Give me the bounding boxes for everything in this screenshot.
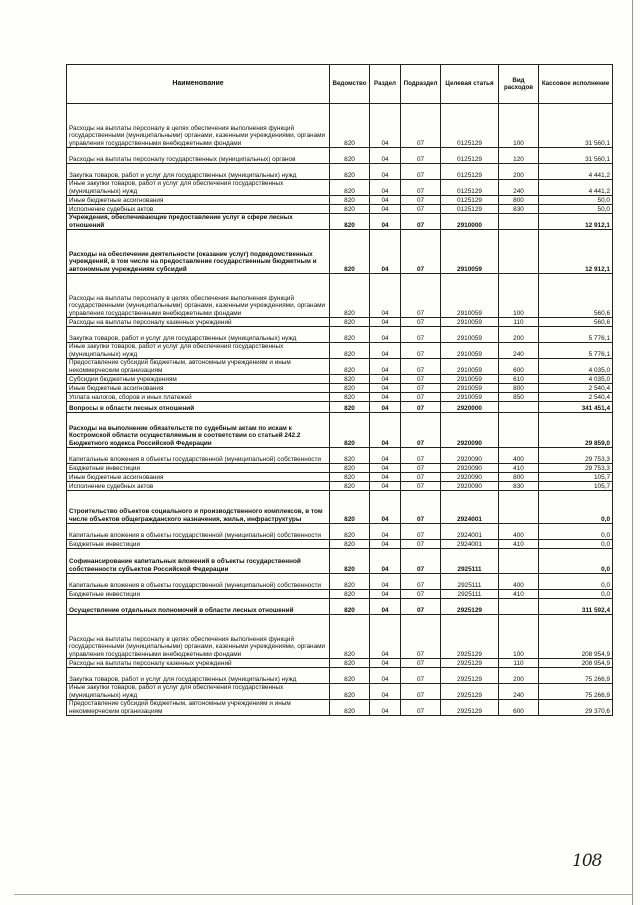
cell-podrazdel: 07 xyxy=(401,413,441,448)
cell-name: Закупка товаров, работ и услуг для государственных (муниципальных) нужд xyxy=(67,164,330,180)
cell-vedomstvo: 820 xyxy=(330,148,370,164)
cell-sum: 75 266,9 xyxy=(539,684,613,700)
table-row xyxy=(67,359,613,375)
cell-podrazdel: 07 xyxy=(401,196,441,205)
cell-podrazdel: 07 xyxy=(401,684,441,700)
cell-vedomstvo: 820 xyxy=(330,590,370,599)
cell-razdel: 04 xyxy=(370,180,401,196)
cell-name: Вопросы в области лесных отношений xyxy=(67,402,330,413)
cell-vid: 400 xyxy=(499,524,539,540)
table-row xyxy=(67,104,613,148)
cell-vid: 100 xyxy=(499,104,539,148)
cell-razdel: 04 xyxy=(370,393,401,402)
cell-vid: 410 xyxy=(499,590,539,599)
cell-name: Расходы на выплаты персоналу в целях обеспечения выполнения функций государственными (муниципальными) органами, казенными учреждениями, органами управления государственными внебюджетными фондами xyxy=(67,274,330,318)
cell-razdel: 04 xyxy=(370,375,401,384)
cell-razdel: 04 xyxy=(370,205,401,214)
cell-vedomstvo: 820 xyxy=(330,393,370,402)
cell-vid xyxy=(499,230,539,274)
cell-stat: 0125129 xyxy=(441,180,499,196)
table-row xyxy=(67,482,613,491)
cell-stat: 2910059 xyxy=(441,375,499,384)
cell-sum: 4 441,2 xyxy=(539,164,613,180)
cell-stat: 2925111 xyxy=(441,549,499,574)
cell-sum: 0,0 xyxy=(539,540,613,549)
cell-stat: 2925111 xyxy=(441,574,499,590)
table-row xyxy=(67,684,613,700)
cell-razdel: 04 xyxy=(370,402,401,413)
cell-sum: 29 753,3 xyxy=(539,464,613,473)
cell-vedomstvo: 820 xyxy=(330,230,370,274)
cell-razdel: 04 xyxy=(370,464,401,473)
cell-name: Расходы на выплаты персоналу казенных учреждений xyxy=(67,659,330,668)
cell-razdel: 04 xyxy=(370,700,401,716)
table-row xyxy=(67,343,613,359)
cell-razdel: 04 xyxy=(370,164,401,180)
cell-vid: 600 xyxy=(499,700,539,716)
cell-name: Осуществление отдельных полномочий в области лесных отношений xyxy=(67,599,330,615)
table-row xyxy=(67,196,613,205)
cell-name: Капитальные вложения в объекты государственной (муниципальной) собственности xyxy=(67,448,330,464)
cell-vid xyxy=(499,599,539,615)
cell-razdel: 04 xyxy=(370,473,401,482)
table-row xyxy=(67,549,613,574)
cell-vedomstvo: 820 xyxy=(330,540,370,549)
header-vid: Вид расходов xyxy=(499,65,539,104)
cell-razdel: 04 xyxy=(370,196,401,205)
cell-name: Иные закупки товаров, работ и услуг для обеспечения государственных (муниципальных) нужд xyxy=(67,684,330,700)
cell-stat: 2925129 xyxy=(441,659,499,668)
cell-stat: 2910059 xyxy=(441,318,499,327)
cell-name: Закупка товаров, работ и услуг для государственных (муниципальных) нужд xyxy=(67,668,330,684)
cell-sum: 0,0 xyxy=(539,590,613,599)
cell-podrazdel: 07 xyxy=(401,343,441,359)
cell-razdel: 04 xyxy=(370,343,401,359)
cell-podrazdel: 07 xyxy=(401,464,441,473)
cell-vid: 800 xyxy=(499,384,539,393)
cell-vid: 800 xyxy=(499,473,539,482)
cell-sum: 105,7 xyxy=(539,482,613,491)
cell-vedomstvo: 820 xyxy=(330,448,370,464)
cell-razdel: 04 xyxy=(370,590,401,599)
cell-stat: 2924001 xyxy=(441,524,499,540)
cell-stat: 2920090 xyxy=(441,413,499,448)
cell-podrazdel: 07 xyxy=(401,318,441,327)
table-row xyxy=(67,318,613,327)
table-row xyxy=(67,599,613,615)
header-vedomstvo: Ведомство xyxy=(330,65,370,104)
cell-vedomstvo: 820 xyxy=(330,180,370,196)
cell-razdel: 04 xyxy=(370,659,401,668)
table-row xyxy=(67,700,613,716)
cell-podrazdel: 07 xyxy=(401,104,441,148)
cell-sum: 29 859,0 xyxy=(539,413,613,448)
cell-stat: 2920090 xyxy=(441,448,499,464)
cell-sum: 311 592,4 xyxy=(539,599,613,615)
cell-sum: 75 266,9 xyxy=(539,668,613,684)
cell-razdel: 04 xyxy=(370,549,401,574)
cell-razdel: 04 xyxy=(370,668,401,684)
cell-razdel: 04 xyxy=(370,384,401,393)
cell-razdel: 04 xyxy=(370,318,401,327)
cell-razdel: 04 xyxy=(370,491,401,524)
cell-vedomstvo: 820 xyxy=(330,700,370,716)
table-body xyxy=(67,104,613,716)
cell-podrazdel: 07 xyxy=(401,402,441,413)
cell-vedomstvo: 820 xyxy=(330,615,370,659)
header-razdel: Раздел xyxy=(370,65,401,104)
table-row xyxy=(67,473,613,482)
cell-podrazdel: 07 xyxy=(401,590,441,599)
cell-vid: 240 xyxy=(499,180,539,196)
cell-podrazdel: 07 xyxy=(401,668,441,684)
cell-vid: 600 xyxy=(499,359,539,375)
cell-razdel: 04 xyxy=(370,327,401,343)
table-row xyxy=(67,491,613,524)
cell-stat: 0125129 xyxy=(441,104,499,148)
cell-razdel: 04 xyxy=(370,574,401,590)
cell-vedomstvo: 820 xyxy=(330,684,370,700)
cell-stat: 0125129 xyxy=(441,164,499,180)
cell-vid: 830 xyxy=(499,482,539,491)
budget-table-sheet xyxy=(66,64,612,716)
cell-vedomstvo: 820 xyxy=(330,196,370,205)
cell-vid: 200 xyxy=(499,327,539,343)
cell-stat: 2910059 xyxy=(441,343,499,359)
cell-podrazdel: 07 xyxy=(401,524,441,540)
table-row xyxy=(67,230,613,274)
cell-podrazdel: 07 xyxy=(401,393,441,402)
cell-name: Бюджетные инвестиции xyxy=(67,590,330,599)
cell-vedomstvo: 820 xyxy=(330,318,370,327)
cell-podrazdel: 07 xyxy=(401,540,441,549)
cell-podrazdel: 07 xyxy=(401,659,441,668)
cell-vedomstvo: 820 xyxy=(330,359,370,375)
cell-sum: 0,0 xyxy=(539,549,613,574)
cell-sum: 105,7 xyxy=(539,473,613,482)
cell-stat: 2925129 xyxy=(441,599,499,615)
cell-sum: 29 370,6 xyxy=(539,700,613,716)
cell-sum: 5 776,1 xyxy=(539,343,613,359)
table-row xyxy=(67,464,613,473)
cell-vedomstvo: 820 xyxy=(330,384,370,393)
cell-name: Расходы на выплаты персоналу в целях обеспечения выполнения функций государственными (муниципальными) органами, казенными учреждениями, органами управления государственными внебюджетными фондами xyxy=(67,615,330,659)
table-row xyxy=(67,384,613,393)
cell-vedomstvo: 820 xyxy=(330,413,370,448)
cell-razdel: 04 xyxy=(370,104,401,148)
cell-vid xyxy=(499,413,539,448)
cell-stat: 2925129 xyxy=(441,684,499,700)
cell-podrazdel: 07 xyxy=(401,214,441,230)
cell-vedomstvo: 820 xyxy=(330,274,370,318)
cell-vedomstvo: 820 xyxy=(330,104,370,148)
cell-vedomstvo: 820 xyxy=(330,482,370,491)
cell-vid: 410 xyxy=(499,464,539,473)
cell-vedomstvo: 820 xyxy=(330,574,370,590)
cell-sum: 29 753,3 xyxy=(539,448,613,464)
cell-vid: 200 xyxy=(499,164,539,180)
cell-stat: 2910059 xyxy=(441,230,499,274)
cell-sum: 208 954,9 xyxy=(539,659,613,668)
cell-vid: 240 xyxy=(499,684,539,700)
cell-sum: 50,0 xyxy=(539,196,613,205)
cell-podrazdel: 07 xyxy=(401,448,441,464)
header-podrazdel: Подраздел xyxy=(401,65,441,104)
cell-vedomstvo: 820 xyxy=(330,599,370,615)
cell-vedomstvo: 820 xyxy=(330,464,370,473)
cell-stat: 2920090 xyxy=(441,482,499,491)
cell-vedomstvo: 820 xyxy=(330,491,370,524)
cell-name: Капитальные вложения в объекты государственной (муниципальной) собственности xyxy=(67,524,330,540)
table-row xyxy=(67,375,613,384)
cell-vid: 410 xyxy=(499,540,539,549)
table-row xyxy=(67,164,613,180)
cell-stat: 0125129 xyxy=(441,196,499,205)
cell-name: Учреждения, обеспечивающие предоставление услуг в сфере лесных отношений xyxy=(67,214,330,230)
cell-name: Иные закупки товаров, работ и услуг для обеспечения государственных (муниципальных) нужд xyxy=(67,180,330,196)
table-row xyxy=(67,659,613,668)
cell-vid: 200 xyxy=(499,668,539,684)
table-row xyxy=(67,148,613,164)
cell-podrazdel: 07 xyxy=(401,491,441,524)
cell-vedomstvo: 820 xyxy=(330,549,370,574)
cell-podrazdel: 07 xyxy=(401,473,441,482)
cell-sum: 31 560,1 xyxy=(539,104,613,148)
cell-name: Бюджетные инвестиции xyxy=(67,540,330,549)
cell-podrazdel: 07 xyxy=(401,359,441,375)
cell-podrazdel: 07 xyxy=(401,148,441,164)
cell-stat: 0125129 xyxy=(441,148,499,164)
table-row xyxy=(67,615,613,659)
table-row xyxy=(67,205,613,214)
cell-name: Закупка товаров, работ и услуг для государственных (муниципальных) нужд xyxy=(67,327,330,343)
cell-podrazdel: 07 xyxy=(401,549,441,574)
table-row xyxy=(67,524,613,540)
cell-stat: 2910059 xyxy=(441,274,499,318)
cell-vid: 100 xyxy=(499,615,539,659)
cell-name: Расходы на выплаты персоналу казенных учреждений xyxy=(67,318,330,327)
page-number: 108 xyxy=(572,851,602,871)
table-row xyxy=(67,590,613,599)
cell-vid: 110 xyxy=(499,318,539,327)
table-row xyxy=(67,214,613,230)
cell-vid: 120 xyxy=(499,148,539,164)
cell-podrazdel: 07 xyxy=(401,230,441,274)
cell-sum: 560,6 xyxy=(539,318,613,327)
cell-vid: 610 xyxy=(499,375,539,384)
cell-stat: 2910059 xyxy=(441,384,499,393)
scan-edge-line xyxy=(632,0,633,905)
cell-sum: 4 441,2 xyxy=(539,180,613,196)
cell-podrazdel: 07 xyxy=(401,274,441,318)
cell-vedomstvo: 820 xyxy=(330,205,370,214)
cell-vedomstvo: 820 xyxy=(330,164,370,180)
cell-name: Иные бюджетные ассигнования xyxy=(67,384,330,393)
cell-name: Строительство объектов социального и производственного комплексов, в том числе объектов общегражданского назначения, жилья, инфраструктуры xyxy=(67,491,330,524)
cell-vedomstvo: 820 xyxy=(330,375,370,384)
cell-podrazdel: 07 xyxy=(401,384,441,393)
cell-sum: 0,0 xyxy=(539,491,613,524)
cell-vedomstvo: 820 xyxy=(330,659,370,668)
cell-stat: 0125129 xyxy=(441,205,499,214)
cell-podrazdel: 07 xyxy=(401,615,441,659)
cell-vedomstvo: 820 xyxy=(330,524,370,540)
cell-stat: 2910059 xyxy=(441,393,499,402)
cell-podrazdel: 07 xyxy=(401,375,441,384)
table-row xyxy=(67,540,613,549)
cell-vedomstvo: 820 xyxy=(330,327,370,343)
cell-razdel: 04 xyxy=(370,524,401,540)
cell-stat: 2925129 xyxy=(441,700,499,716)
cell-razdel: 04 xyxy=(370,148,401,164)
cell-stat: 2925129 xyxy=(441,615,499,659)
cell-vid: 400 xyxy=(499,574,539,590)
cell-name: Предоставление субсидий бюджетным, автономным учреждениям и иным некоммерческим организациям xyxy=(67,700,330,716)
cell-sum: 208 954,9 xyxy=(539,615,613,659)
cell-name: Бюджетные инвестиции xyxy=(67,464,330,473)
cell-podrazdel: 07 xyxy=(401,164,441,180)
cell-vid: 400 xyxy=(499,448,539,464)
header-sum: Кассовое исполнение xyxy=(539,65,613,104)
cell-sum: 4 035,0 xyxy=(539,359,613,375)
cell-podrazdel: 07 xyxy=(401,574,441,590)
cell-vid xyxy=(499,549,539,574)
cell-stat: 2910059 xyxy=(441,327,499,343)
cell-vid: 100 xyxy=(499,274,539,318)
cell-stat: 2925129 xyxy=(441,668,499,684)
cell-podrazdel: 07 xyxy=(401,180,441,196)
budget-table xyxy=(66,64,613,716)
cell-sum: 2 540,4 xyxy=(539,384,613,393)
cell-vid xyxy=(499,402,539,413)
header-stat: Целевая статья xyxy=(441,65,499,104)
cell-sum: 31 560,1 xyxy=(539,148,613,164)
cell-razdel: 04 xyxy=(370,684,401,700)
cell-name: Расходы на обеспечение деятельности (оказание услуг) подведомственных учреждений, в том числе на предоставление государственным бюджетным и автономным учреждениям субсидий xyxy=(67,230,330,274)
cell-name: Субсидии бюджетным учреждениям xyxy=(67,375,330,384)
cell-name: Иные бюджетные ассигнования xyxy=(67,473,330,482)
cell-vid xyxy=(499,491,539,524)
cell-podrazdel: 07 xyxy=(401,700,441,716)
cell-podrazdel: 07 xyxy=(401,482,441,491)
scan-bottom-line xyxy=(14,894,632,895)
cell-sum: 341 451,4 xyxy=(539,402,613,413)
cell-sum: 560,6 xyxy=(539,274,613,318)
cell-vedomstvo: 820 xyxy=(330,668,370,684)
cell-name: Расходы на выплаты персоналу в целях обеспечения выполнения функций государственными (муниципальными) органами, казенными учреждениями, органами управления государственными внебюджетными фондами xyxy=(67,104,330,148)
cell-name: Расходы на выплаты персоналу государственных (муниципальных) органов xyxy=(67,148,330,164)
cell-stat: 2920090 xyxy=(441,473,499,482)
cell-name: Предоставление субсидий бюджетным, автономным учреждениям и иным некоммерческим организациям xyxy=(67,359,330,375)
table-row xyxy=(67,413,613,448)
cell-razdel: 04 xyxy=(370,359,401,375)
cell-podrazdel: 07 xyxy=(401,599,441,615)
cell-name: Иные закупки товаров, работ и услуг для обеспечения государственных (муниципальных) нужд xyxy=(67,343,330,359)
cell-vid: 800 xyxy=(499,196,539,205)
cell-vedomstvo: 820 xyxy=(330,214,370,230)
cell-sum: 0,0 xyxy=(539,574,613,590)
table-row xyxy=(67,448,613,464)
cell-razdel: 04 xyxy=(370,599,401,615)
cell-razdel: 04 xyxy=(370,615,401,659)
cell-stat: 2920090 xyxy=(441,464,499,473)
cell-sum: 2 540,4 xyxy=(539,393,613,402)
cell-vid: 830 xyxy=(499,205,539,214)
cell-stat: 2924001 xyxy=(441,540,499,549)
cell-razdel: 04 xyxy=(370,482,401,491)
cell-vid: 240 xyxy=(499,343,539,359)
cell-razdel: 04 xyxy=(370,214,401,230)
cell-vid: 110 xyxy=(499,659,539,668)
cell-sum: 4 035,0 xyxy=(539,375,613,384)
cell-stat: 2924001 xyxy=(441,491,499,524)
cell-name: Иные бюджетные ассигнования xyxy=(67,196,330,205)
cell-sum: 12 912,1 xyxy=(539,230,613,274)
cell-vedomstvo: 820 xyxy=(330,402,370,413)
cell-stat: 2920000 xyxy=(441,402,499,413)
cell-name: Уплата налогов, сборов и иных платежей xyxy=(67,393,330,402)
header-row xyxy=(67,65,613,104)
table-row xyxy=(67,274,613,318)
cell-stat: 2925111 xyxy=(441,590,499,599)
table-row xyxy=(67,668,613,684)
cell-sum: 5 776,1 xyxy=(539,327,613,343)
cell-sum: 12 912,1 xyxy=(539,214,613,230)
cell-name: Исполнение судебных актов xyxy=(67,205,330,214)
table-row xyxy=(67,574,613,590)
cell-razdel: 04 xyxy=(370,448,401,464)
cell-sum: 0,0 xyxy=(539,524,613,540)
cell-stat: 2910059 xyxy=(441,359,499,375)
cell-razdel: 04 xyxy=(370,413,401,448)
table-row xyxy=(67,327,613,343)
header-name: Наименование xyxy=(67,65,330,104)
cell-razdel: 04 xyxy=(370,274,401,318)
cell-vid xyxy=(499,214,539,230)
cell-razdel: 04 xyxy=(370,540,401,549)
cell-name: Софинансирование капитальных вложений в объекты государственной собственности субъектов Российской Федерации xyxy=(67,549,330,574)
cell-podrazdel: 07 xyxy=(401,327,441,343)
cell-vedomstvo: 820 xyxy=(330,343,370,359)
table-row xyxy=(67,393,613,402)
table-row xyxy=(67,402,613,413)
cell-podrazdel: 07 xyxy=(401,205,441,214)
cell-sum: 50,0 xyxy=(539,205,613,214)
cell-name: Исполнение судебных актов xyxy=(67,482,330,491)
cell-vedomstvo: 820 xyxy=(330,473,370,482)
cell-stat: 2910000 xyxy=(441,214,499,230)
cell-name: Капитальные вложения в объекты государственной (муниципальной) собственности xyxy=(67,574,330,590)
cell-name: Расходы на выполнение обязательств по судебным актам по искам к Костромской области осуществляемым в соответствии со статьей 242.2 Бюджетного кодекса Российской Федерации xyxy=(67,413,330,448)
cell-razdel: 04 xyxy=(370,230,401,274)
cell-vid: 850 xyxy=(499,393,539,402)
table-row xyxy=(67,180,613,196)
